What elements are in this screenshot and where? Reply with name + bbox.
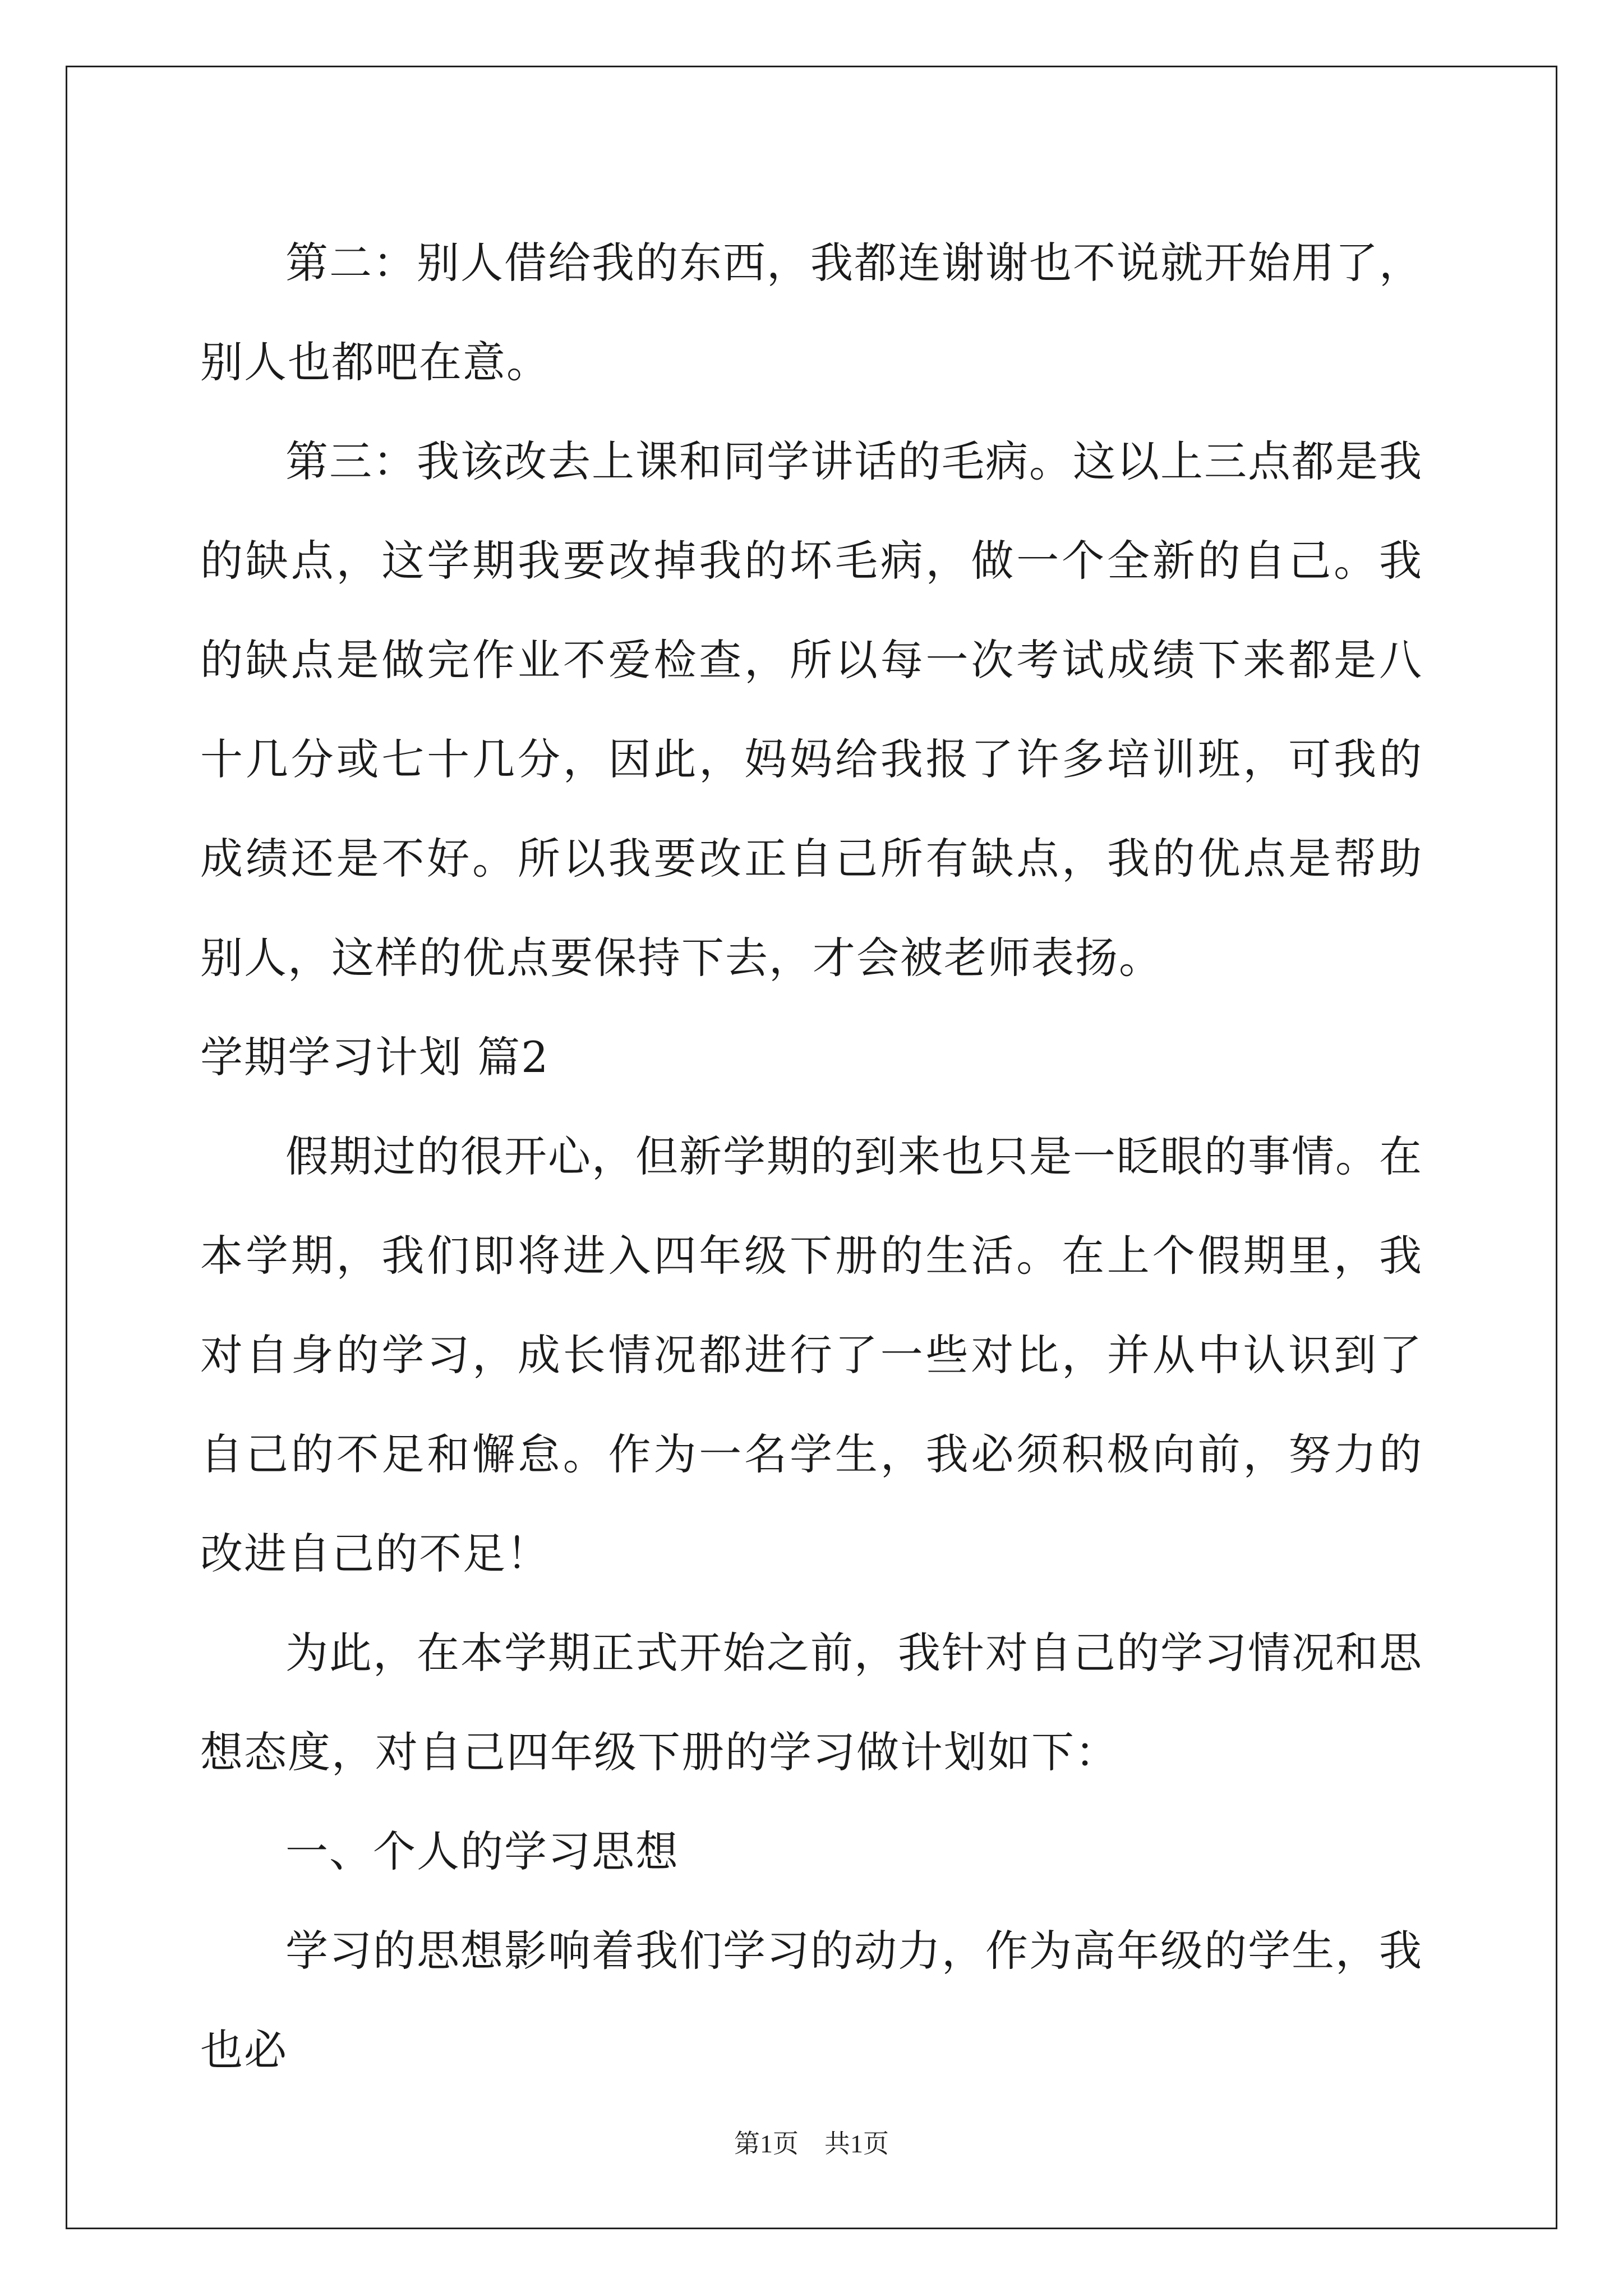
page-number-footer: 第1页 共1页 xyxy=(734,2129,889,2158)
document-body xyxy=(200,213,1423,2100)
paragraph-intro: 假期过的很开心，但新学期的到来也只是一眨眼的事情。在本学期，我们即将进入四年级下册的生活。在上个假期里，我对自身的学习，成长情况都进行了一些对比，并从中认识到了自己的不足和懈怠。作为一名学生，我必须积极向前，努力的改进自己的不足！ xyxy=(200,1131,1423,1579)
paragraph-plan-intro: 为此，在本学期正式开始之前，我针对自己的学习情况和思想态度，对自己四年级下册的学习做计划如下： xyxy=(200,1628,1423,1777)
paragraph-learning-thought: 学习的思想影响着我们学习的动力，作为高年级的学生，我也必 xyxy=(200,1926,1423,2075)
paragraph-third-point: 第三：我该改去上课和同学讲话的毛病。这以上三点都是我的缺点，这学期我要改掉我的坏毛病，做一个全新的自己。我的缺点是做完作业不爱检查，所以每一次考试成绩下来都是八十几分或七十几分，因此，妈妈给我报了许多培训班，可我的成绩还是不好。所以我要改正自己所有缺点，我的优点是帮助别人，这样的优点要保持下去，才会被老师表扬。 xyxy=(200,436,1423,983)
paragraph-second-point: 第二：别人借给我的东西，我都连谢谢也不说就开始用了，别人也都吧在意。 xyxy=(200,238,1423,387)
section-heading: 学期学习计划 篇2 xyxy=(200,1032,550,1082)
subheading-learning-thought: 一、个人的学习思想 xyxy=(285,1826,679,1876)
